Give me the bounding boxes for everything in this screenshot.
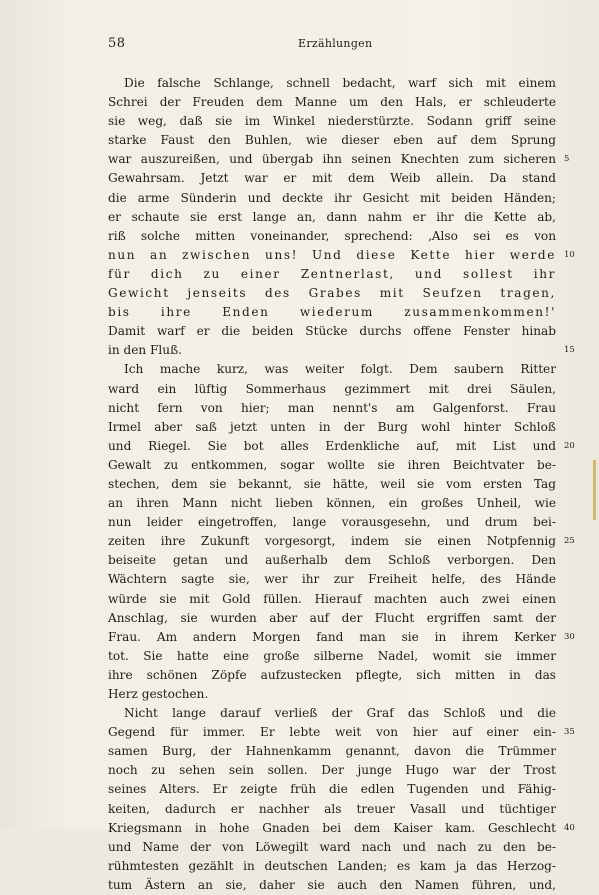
text-line xyxy=(108,265,556,284)
line-text: zeiten ihre Zukunft vorgesorgt, indem sie einen Notpfennig xyxy=(108,534,556,549)
text-line xyxy=(108,169,556,188)
line-text: die arme Sünderin und deckte ihr Gesicht mit beiden Händen; xyxy=(108,190,556,205)
text-line xyxy=(108,494,556,513)
text-line xyxy=(108,551,556,570)
line-number: 20 xyxy=(564,440,575,451)
running-head: Erzählungen xyxy=(298,37,373,50)
line-text: seines Alters. Er zeigte früh die edlen Tugenden und Fähig- xyxy=(108,782,556,797)
text-line xyxy=(108,208,556,227)
text-line xyxy=(108,112,556,131)
line-text: Irmel aber saß jetzt unten in der Burg wohl hinter Schloß xyxy=(108,419,556,434)
line-text: Wächtern sagte sie, wer ihr zur Freiheit helfe, des Hände xyxy=(108,572,556,587)
text-line xyxy=(108,399,556,418)
text-line xyxy=(108,227,556,246)
line-text: er schaute sie erst lange an, dann nahm er ihr die Kette ab, xyxy=(108,209,556,224)
line-text: bis ihre Enden wiederum zusammenkommen!' xyxy=(108,305,556,320)
line-number: 5 xyxy=(564,154,570,165)
line-text: Schrei der Freuden dem Manne um den Hals, er schleuderte xyxy=(108,95,556,110)
text-line xyxy=(108,819,575,838)
line-text: keiten, dadurch er nachher als treuer Vasall und tüchtiger xyxy=(108,801,556,816)
text-line xyxy=(108,284,556,303)
text-line xyxy=(108,380,556,399)
line-text: rühmtesten gezählt in deutschen Landen; es kam ja das Herzog- xyxy=(108,858,556,873)
text-line xyxy=(108,838,556,857)
line-text: und Riegel. Sie bot alles Erdenkliche auf, mit List und xyxy=(108,438,556,453)
line-text: war auszureißen, und übergab ihn seinen Knechten zum sicheren xyxy=(108,152,556,167)
line-text: tot. Sie hatte eine große silberne Nadel, womit sie immer xyxy=(108,648,556,663)
line-text: Nicht lange darauf verließ der Graf das Schloß und die xyxy=(124,706,556,721)
text-line xyxy=(108,189,556,208)
text-line xyxy=(108,800,556,819)
text-line xyxy=(108,685,556,704)
line-text: Gewalt zu entkommen, sogar wollte sie ihren Beichtvater be- xyxy=(108,457,556,472)
line-text: Gewahrsam. Jetzt war er mit dem Weib allein. Da stand xyxy=(108,171,556,186)
text-line xyxy=(108,456,556,475)
line-text: tum Ästern an sie, daher sie auch den Namen führen, und, xyxy=(108,877,556,892)
line-number: 40 xyxy=(564,822,575,833)
line-text: für dich zu einer Zentnerlast, und sollest ihr xyxy=(108,266,556,281)
line-text: noch zu sehen sein sollen. Der junge Hugo war der Trost xyxy=(108,763,556,778)
text-line xyxy=(108,666,556,685)
text-line xyxy=(108,590,556,609)
text-line xyxy=(108,437,575,456)
text-line xyxy=(108,341,575,360)
text-line xyxy=(108,322,556,341)
line-number: 35 xyxy=(564,727,575,738)
page-number: 58 xyxy=(108,36,126,51)
line-text: beiseite getan und außerhalb dem Schloß verborgen. Den xyxy=(108,553,556,568)
line-text: ihre schönen Zöpfe aufzustecken pflegte, sich mitten in das xyxy=(108,667,556,682)
body-text xyxy=(108,74,575,895)
text-line xyxy=(108,876,556,895)
line-text: nicht fern von hier; man nennt's am Galgenforst. Frau xyxy=(108,400,556,415)
line-text: Damit warf er die beiden Stücke durchs offene Fenster hinab xyxy=(108,324,556,339)
text-line xyxy=(108,532,575,551)
binding-edge xyxy=(593,460,596,520)
line-text: Kriegsmann in hohe Gnaden bei dem Kaiser kam. Geschlecht xyxy=(108,820,556,835)
line-text: an ihren Mann nicht lieben können, ein großes Unheil, wie xyxy=(108,496,556,511)
text-line xyxy=(108,93,556,112)
line-text: riß solche mitten voneinander, sprechend: ‚Also sei es von xyxy=(108,228,556,243)
line-text: Anschlag, sie wurden aber auf der Flucht ergriffen samt der xyxy=(108,610,556,625)
text-line xyxy=(108,704,556,723)
text-line xyxy=(108,418,556,437)
line-text: Ich mache kurz, was weiter folgt. Dem saubern Ritter xyxy=(124,362,556,377)
line-text: würde sie mit Gold füllen. Hierauf machten auch zwei einen xyxy=(108,591,556,606)
line-text: samen Burg, der Hahnenkamm genannt, davon die Trümmer xyxy=(108,744,556,759)
line-text: und Name der von Löwegilt ward nach und nach zu den be- xyxy=(108,839,556,854)
text-line xyxy=(108,246,575,265)
line-text: nun an zwischen uns! Und diese Kette hier werde xyxy=(108,247,556,262)
line-number: 15 xyxy=(564,345,575,356)
text-line xyxy=(108,647,556,666)
text-line xyxy=(108,150,570,169)
text-line xyxy=(108,628,575,647)
text-line xyxy=(108,475,556,494)
line-text: Herz gestochen. xyxy=(108,687,209,701)
line-text: Gegend für immer. Er lebte weit von hier auf einer ein- xyxy=(108,725,556,740)
line-text: Die falsche Schlange, schnell bedacht, warf sich mit einem xyxy=(124,76,556,90)
text-line xyxy=(108,609,556,628)
text-line xyxy=(108,857,556,876)
text-line xyxy=(108,360,556,379)
text-line xyxy=(108,131,556,150)
line-number: 10 xyxy=(564,249,575,260)
text-line xyxy=(108,74,556,93)
line-text: in den Fluß. xyxy=(108,343,183,358)
line-text: Frau. Am andern Morgen fand man sie in ihrem Kerker xyxy=(108,629,556,644)
line-text: starke Faust den Buhlen, wie dieser eben auf dem Sprung xyxy=(108,133,556,148)
text-line xyxy=(108,513,556,532)
line-text: stechen, dem sie bekannt, sie hätte, weil sie vom ersten Tag xyxy=(108,476,556,491)
text-line xyxy=(108,303,556,322)
line-number: 30 xyxy=(564,631,575,642)
line-text: Gewicht jenseits des Grabes mit Seufzen tragen, xyxy=(108,286,556,301)
text-line xyxy=(108,780,556,799)
text-line xyxy=(108,570,556,589)
text-line xyxy=(108,723,575,742)
line-text: ward ein lüftig Sommerhaus gezimmert mit drei Säulen, xyxy=(108,381,556,396)
line-text: nun leider eingetroffen, lange vorausgesehn, und drum bei- xyxy=(108,515,556,530)
line-number: 25 xyxy=(564,536,575,547)
line-text: sie weg, daß sie im Winkel niederstürzte. Sodann griff seine xyxy=(108,114,556,129)
text-line xyxy=(108,742,556,761)
text-line xyxy=(108,761,556,780)
